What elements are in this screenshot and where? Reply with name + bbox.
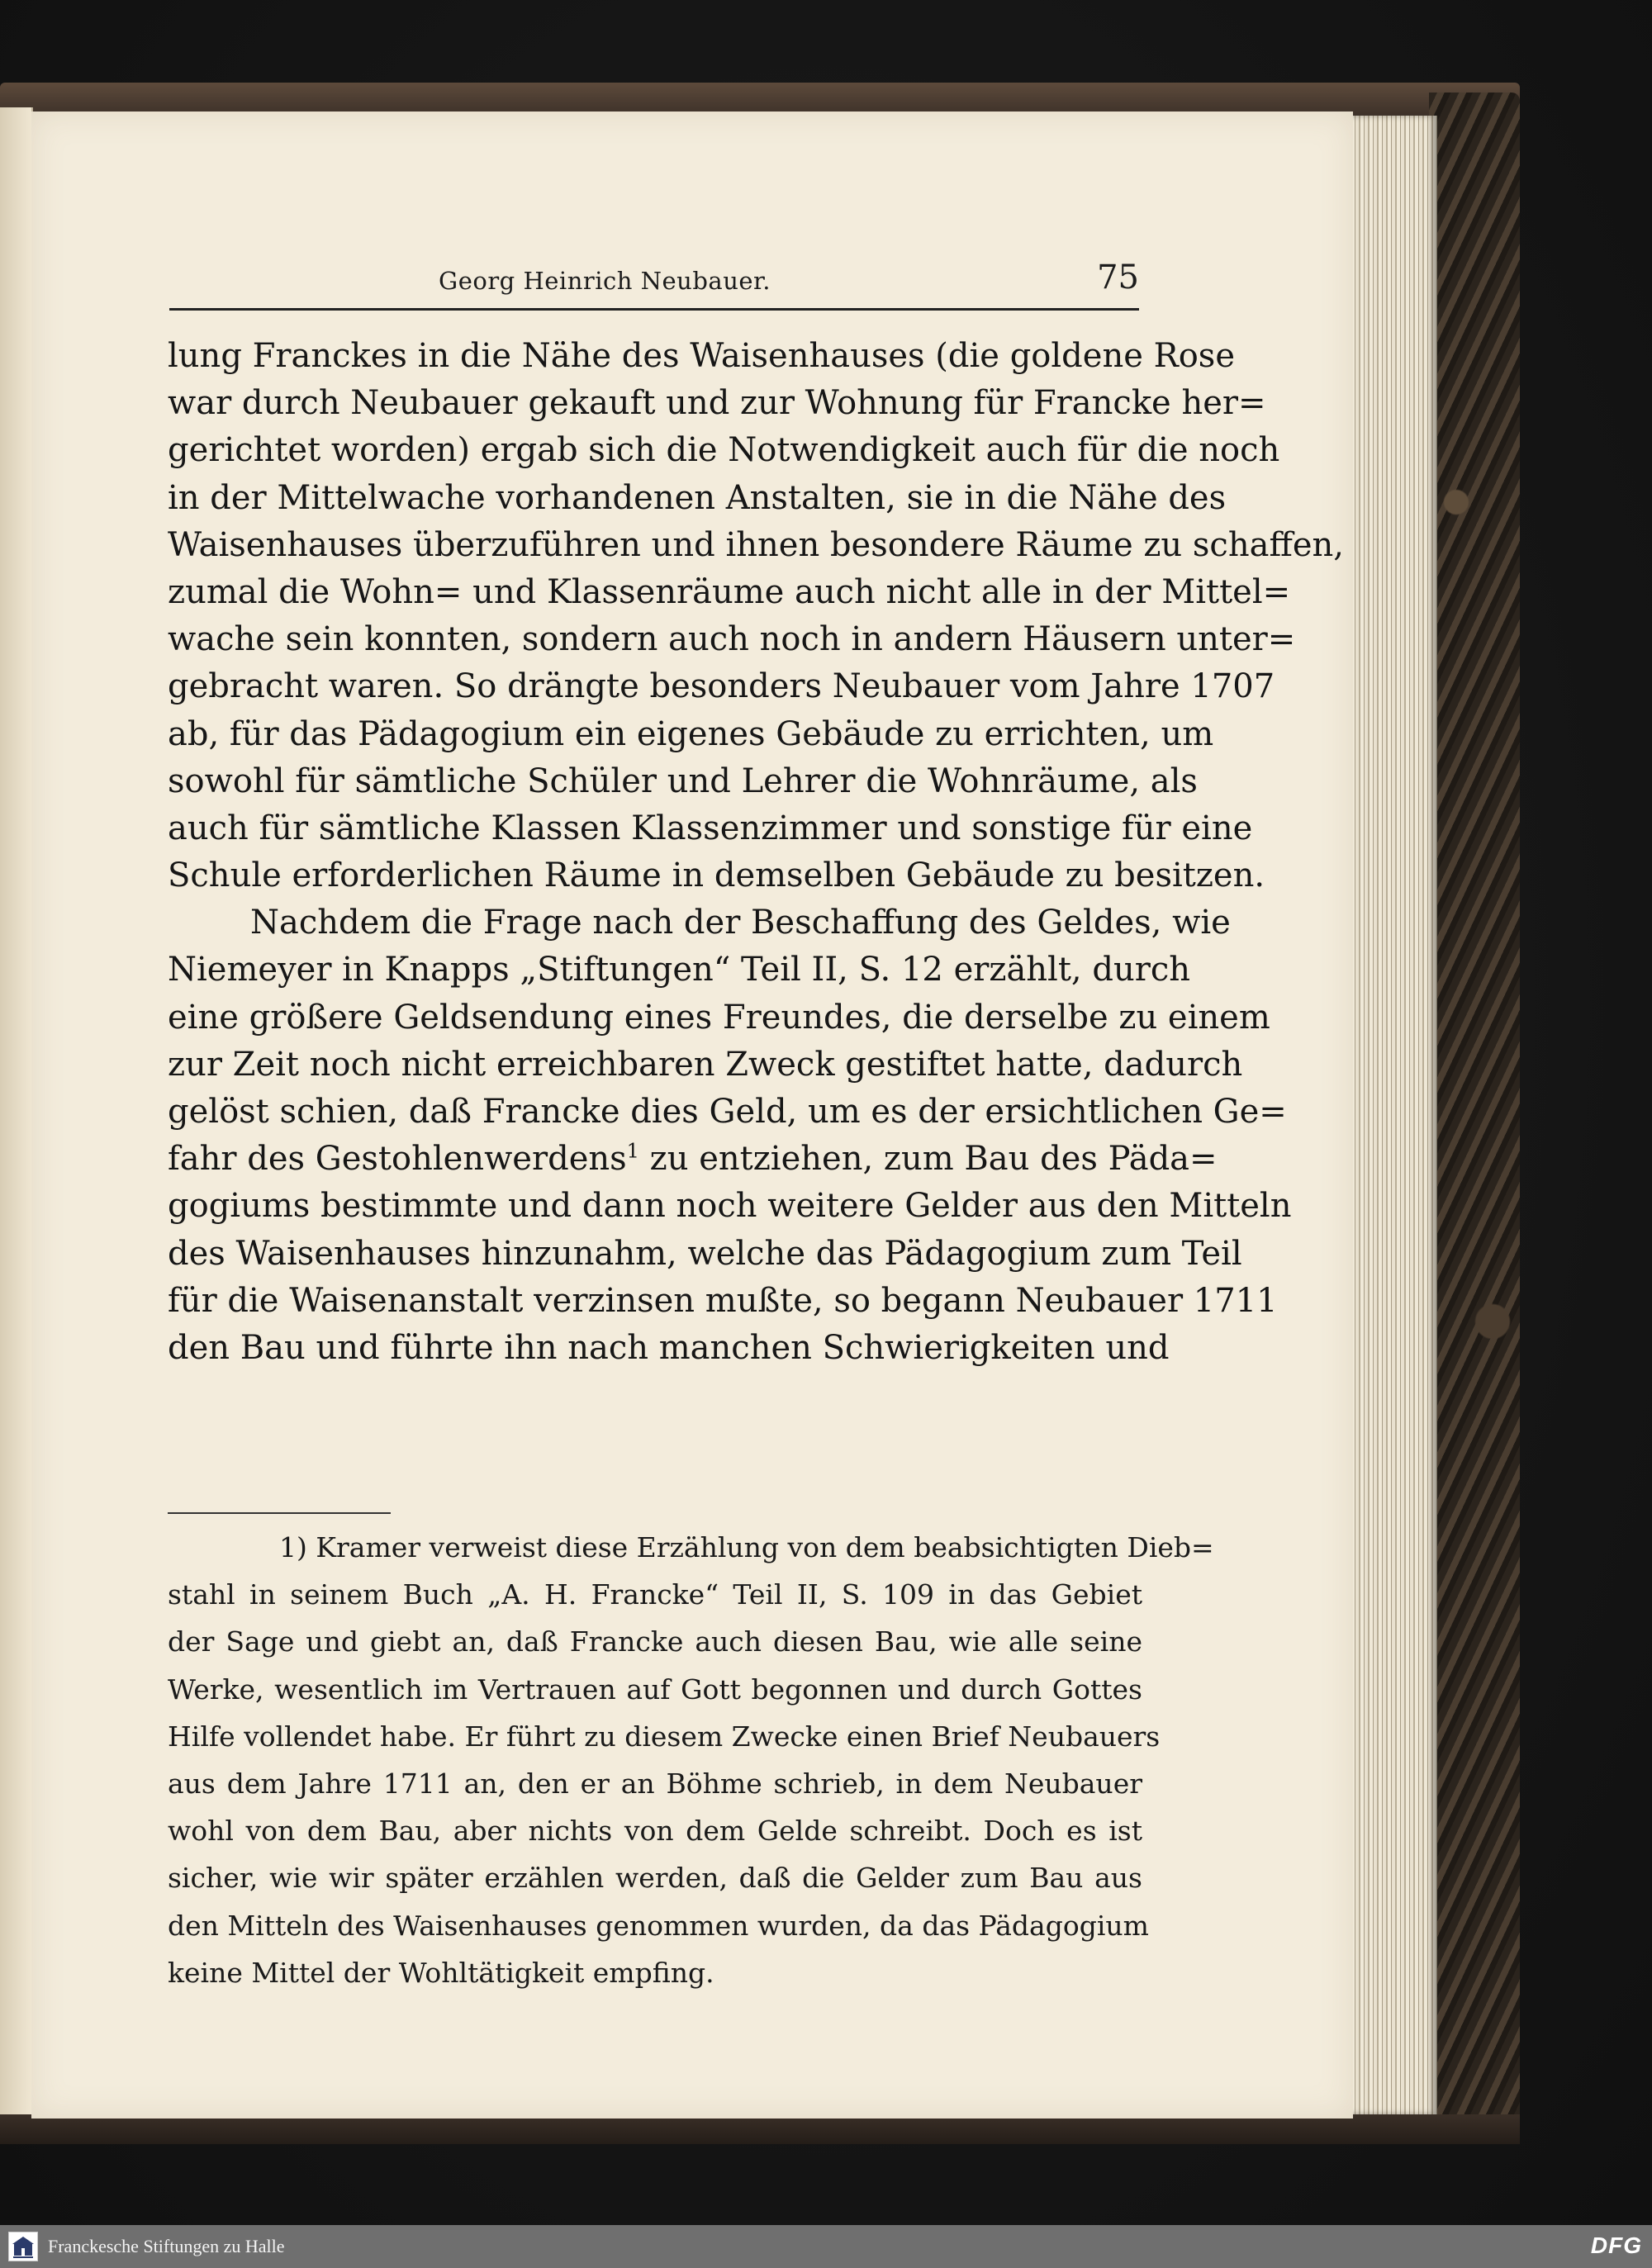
facing-page-edge: [0, 107, 33, 2131]
text-line: ab, für das Pädagogium ein eigenes Gebäude zu errichten, um: [168, 714, 1214, 753]
text-line: gelöst schien, daß Francke dies Geld, um es der ersichtlichen Ge=: [168, 1093, 1287, 1131]
footnote-reference[interactable]: 1: [626, 1139, 639, 1163]
text-line: des Waisenhauses hinzunahm, welche das Pädagogium zum Teil: [168, 1234, 1242, 1273]
text-line: lung Franckes in die Nähe des Waisenhauses (die goldene Rose: [168, 337, 1235, 375]
footnote: [168, 1529, 1214, 2001]
footnote-line: aus dem Jahre 1711 an, den er an Böhme schrieb, in dem Neubauer: [168, 1767, 1142, 1800]
book-cover-bottom: [0, 2114, 1520, 2144]
footnote-line: Werke, wesentlich im Vertrauen auf Gott begonnen und durch Gottes: [168, 1673, 1142, 1706]
footnote-line: Hilfe vollendet habe. Er führt zu diesem Zwecke einen Brief Neubauers: [168, 1720, 1161, 1753]
body-text: [168, 333, 1345, 1372]
page-number: 75: [1097, 259, 1139, 297]
text-line: zumal die Wohn= und Klassenräume auch nicht alle in der Mittel=: [168, 572, 1291, 611]
footnote-line: 1) Kramer verweist diese Erzählung von dem beabsichtigten Dieb=: [279, 1531, 1214, 1563]
text-line: zur Zeit noch nicht erreichbaren Zweck gestiftet hatte, dadurch: [168, 1045, 1243, 1084]
text-line: für die Waisenanstalt verzinsen mußte, so begann Neubauer 1711: [168, 1281, 1278, 1320]
page-edges: [1346, 116, 1437, 2114]
footnote-line: keine Mittel der Wohltätigkeit empfing.: [168, 1956, 714, 1989]
footnote-line: wohl von dem Bau, aber nichts von dem Gelde schreibt. Doch es ist: [168, 1815, 1142, 1848]
dfg-logo[interactable]: DFG: [1590, 2232, 1642, 2258]
text-line: war durch Neubauer gekauft und zur Wohnung für Francke her=: [168, 384, 1266, 423]
footnote-separator: [168, 1512, 391, 1514]
building-icon: [9, 2232, 37, 2261]
footnote-line: den Mitteln des Waisenhauses genommen wurden, da das Pädagogium: [168, 1909, 1149, 1942]
text-line: Schule erforderlichen Räume in demselben Gebäude zu besitzen.: [168, 856, 1265, 895]
text-line: wache sein konnten, sondern auch noch in andern Häusern unter=: [168, 620, 1296, 659]
text-line: den Bau und führte ihn nach manchen Schwierigkeiten und: [168, 1328, 1170, 1367]
book-page: [31, 112, 1353, 2119]
text-line-with-footnote-ref: [168, 1136, 1218, 1183]
text-line: gogiums bestimmte und dann noch weitere Gelder aus den Mitteln: [168, 1187, 1292, 1226]
text-line: Niemeyer in Knapps „Stiftungen“ Teil II, S. 12 erzählt, durch: [168, 951, 1191, 989]
text-line-paragraph-start: Nachdem die Frage nach der Beschaffung des Geldes, wie: [250, 904, 1231, 942]
book-cover-top: [0, 83, 1520, 116]
text-segment: fahr des Gestohlenwerdens: [168, 1140, 627, 1179]
text-line: eine größere Geldsendung eines Freundes, die derselbe zu einem: [168, 998, 1270, 1037]
institution-logo-icon[interactable]: [8, 2232, 38, 2261]
text-segment: zu entziehen, zum Bau des Päda=: [649, 1140, 1218, 1179]
text-line: sowohl für sämtliche Schüler und Lehrer die Wohnräume, als: [168, 762, 1198, 800]
text-line: Waisenhauses überzuführen und ihnen besondere Räume zu schaffen,: [168, 525, 1345, 564]
text-line: in der Mittelwache vorhandenen Anstalten, sie in die Nähe des: [168, 478, 1227, 517]
running-head: [169, 259, 1139, 311]
book-cover-marbled: [1429, 93, 1520, 2141]
text-line: gerichtet worden) ergab sich die Notwendigkeit auch für die noch: [168, 431, 1280, 470]
text-line: gebracht waren. So drängte besonders Neubauer vom Jahre 1707: [168, 667, 1275, 706]
text-line: auch für sämtliche Klassen Klassenzimmer und sonstige für eine: [168, 809, 1253, 847]
footnote-line: sicher, wie wir später erzählen werden, daß die Gelder zum Bau aus: [168, 1862, 1142, 1895]
viewer-footer: [0, 2225, 1652, 2268]
footnote-line: der Sage und giebt an, daß Francke auch diesen Bau, wie alle seine: [168, 1625, 1142, 1658]
institution-name[interactable]: Franckesche Stiftungen zu Halle: [48, 2236, 285, 2256]
footnote-line: stahl in seinem Buch „A. H. Francke“ Teil II, S. 109 in das Gebiet: [168, 1578, 1142, 1611]
running-title: Georg Heinrich Neubauer.: [439, 267, 771, 295]
